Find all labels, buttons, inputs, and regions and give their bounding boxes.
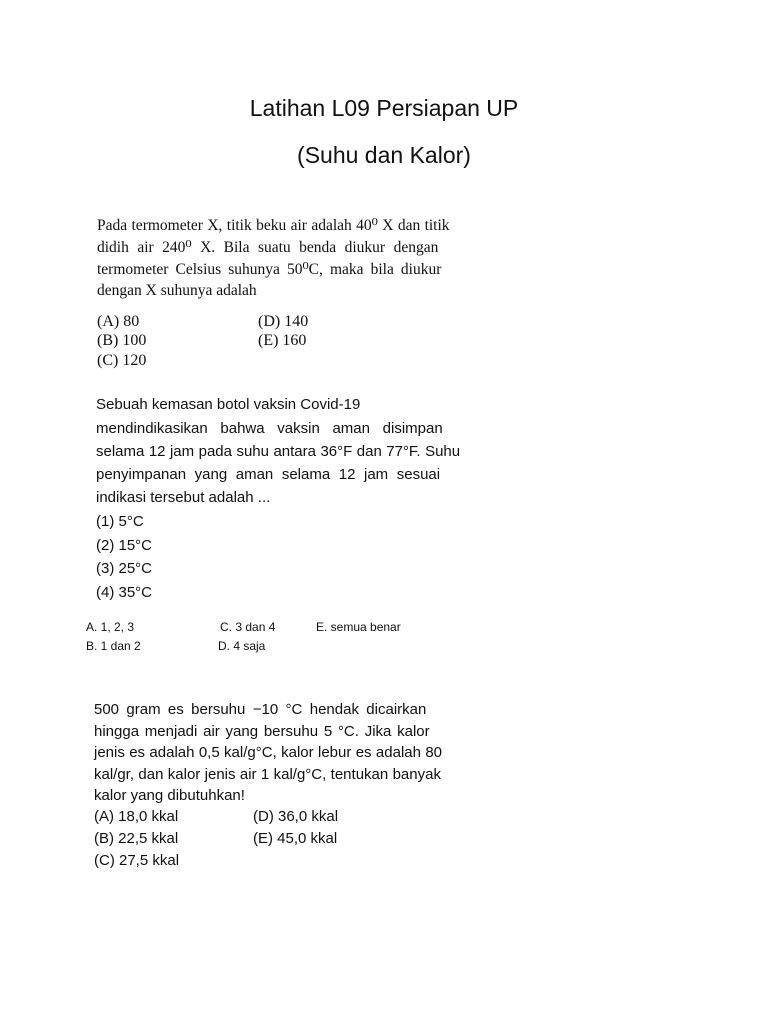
question-3-line: jenis es adalah 0,5 kal/g°C, kalor lebur es adalah 80 (94, 744, 443, 761)
question-3-line: kal/gr, dan kalor jenis air 1 kal/g°C, tentukan banyak (94, 766, 441, 783)
option-e: (E) 45,0 kkal (253, 830, 338, 847)
statement-1: (1) 5°C (96, 513, 144, 530)
answer-b: B. 1 dan 2 (86, 639, 141, 653)
answer-d: D. 4 saja (218, 639, 266, 653)
option-e: (E) 160 (258, 332, 307, 349)
page-title: Latihan L09 Persiapan UP (249, 95, 519, 121)
option-c: (C) 120 (97, 352, 147, 369)
option-a: (A) 18,0 kkal (94, 808, 179, 825)
page-subtitle: (Suhu dan Kalor) (297, 142, 471, 168)
question-3-line: 500 gram es bersuhu −10 °C hendak dicairkan (94, 701, 427, 718)
option-b: (B) 22,5 kkal (94, 830, 179, 847)
statement-3: (3) 25°C (96, 560, 153, 577)
question-2-line: Sebuah kemasan botol vaksin Covid-19 (96, 396, 361, 413)
option-b: (B) 100 (97, 332, 147, 349)
question-2-line: mendindikasikan bahwa vaksin aman disimpan (96, 420, 443, 437)
question-2-line: indikasi tersebut adalah ... (96, 489, 271, 506)
question-1-line: Pada termometer X, titik beku air adalah 40⁰ X dan titik (97, 217, 450, 234)
option-c: (C) 27,5 kkal (94, 852, 180, 869)
question-1-line: termometer Celsius suhunya 50⁰C, maka bila diukur (97, 261, 442, 278)
question-2-line: selama 12 jam pada suhu antara 36°F dan 77°F. Suhu (96, 443, 461, 460)
answer-c: C. 3 dan 4 (220, 620, 276, 634)
option-d: (D) 140 (258, 313, 309, 330)
statement-2: (2) 15°C (96, 537, 153, 554)
question-2-line: penyimpanan yang aman selama 12 jam sesuai (96, 466, 441, 483)
answer-e: E. semua benar (316, 620, 401, 634)
question-3-line: hingga menjadi air yang bersuhu 5 °C. Jika kalor (94, 723, 430, 740)
question-1-line: didih air 240⁰ X. Bila suatu benda diukur dengan (97, 239, 439, 256)
option-a: (A) 80 (97, 313, 140, 330)
option-d: (D) 36,0 kkal (253, 808, 339, 825)
statement-4: (4) 35°C (96, 584, 153, 601)
question-3-line: kalor yang dibutuhkan! (94, 787, 245, 804)
question-1-line: dengan X suhunya adalah (97, 282, 257, 299)
answer-a: A. 1, 2, 3 (86, 620, 135, 634)
